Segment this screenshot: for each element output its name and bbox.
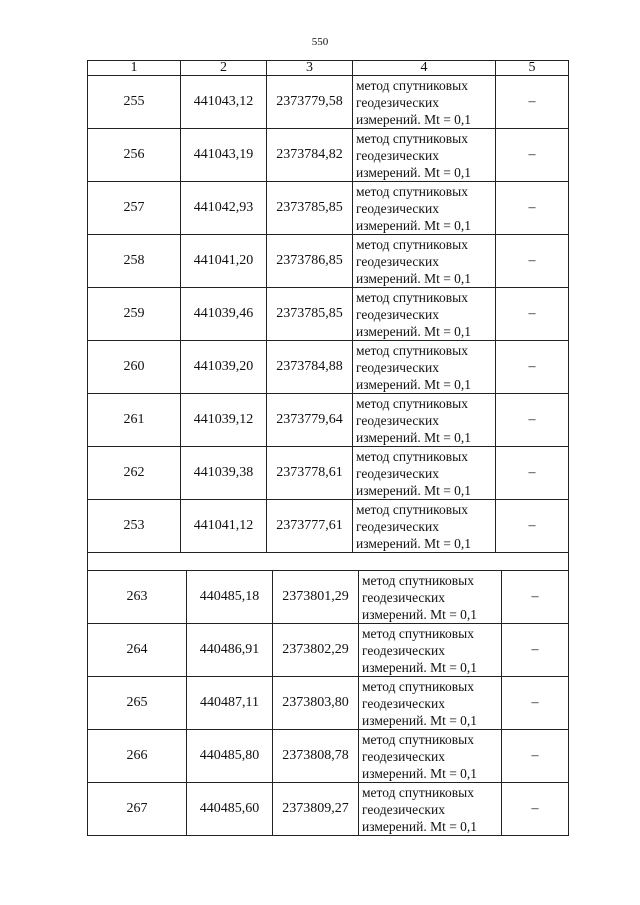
y-coordinate-cell: 2373779,64 — [267, 394, 353, 447]
y-coordinate-cell: 2373779,58 — [267, 76, 353, 129]
method-cell: метод спутниковых геодезических измерений. Mt = 0,1 — [359, 624, 502, 677]
method-cell: метод спутниковых геодезических измерений. Mt = 0,1 — [353, 394, 496, 447]
table-row — [88, 182, 569, 235]
point-number-cell: 260 — [88, 341, 181, 394]
x-coordinate-cell: 440486,91 — [187, 624, 273, 677]
method-cell: метод спутниковых геодезических измерений. Mt = 0,1 — [353, 182, 496, 235]
point-number-cell: 255 — [88, 76, 181, 129]
point-number-cell: 261 — [88, 394, 181, 447]
x-coordinate-cell: 441042,93 — [181, 182, 267, 235]
method-cell: метод спутниковых геодезических измерений. Mt = 0,1 — [359, 677, 502, 730]
x-coordinate-cell: 440487,11 — [187, 677, 273, 730]
y-coordinate-cell: 2373808,78 — [273, 730, 359, 783]
note-cell: – — [502, 677, 569, 730]
point-number-cell: 253 — [88, 500, 181, 553]
coordinates-table — [87, 60, 569, 553]
x-coordinate-cell: 441043,19 — [181, 129, 267, 182]
note-cell: – — [496, 341, 569, 394]
y-coordinate-cell: 2373802,29 — [273, 624, 359, 677]
point-number-cell: 267 — [88, 783, 187, 836]
x-coordinate-cell: 441041,12 — [181, 500, 267, 553]
method-cell: метод спутниковых геодезических измерений. Mt = 0,1 — [353, 235, 496, 288]
point-number-cell: 256 — [88, 129, 181, 182]
method-cell: метод спутниковых геодезических измерений. Mt = 0,1 — [353, 447, 496, 500]
x-coordinate-cell: 441043,12 — [181, 76, 267, 129]
table-row — [88, 783, 569, 836]
table-row — [88, 677, 569, 730]
table-row — [88, 500, 569, 553]
note-cell: – — [496, 235, 569, 288]
note-cell: – — [502, 783, 569, 836]
method-cell: метод спутниковых геодезических измерений. Mt = 0,1 — [353, 288, 496, 341]
table-row — [88, 235, 569, 288]
x-coordinate-cell: 440485,80 — [187, 730, 273, 783]
x-coordinate-cell: 441039,12 — [181, 394, 267, 447]
y-coordinate-cell: 2373778,61 — [267, 447, 353, 500]
x-coordinate-cell: 441039,46 — [181, 288, 267, 341]
column-header: 2 — [181, 61, 267, 76]
coordinates-table-continued — [87, 570, 569, 836]
page-number: 550 — [311, 36, 329, 48]
point-number-cell: 263 — [88, 571, 187, 624]
note-cell: – — [502, 730, 569, 783]
table-row — [88, 447, 569, 500]
point-number-cell: 264 — [88, 624, 187, 677]
x-coordinate-cell: 441041,20 — [181, 235, 267, 288]
table-row — [88, 394, 569, 447]
x-coordinate-cell: 441039,20 — [181, 341, 267, 394]
column-header: 5 — [496, 61, 569, 76]
note-cell: – — [496, 394, 569, 447]
method-cell: метод спутниковых геодезических измерений. Mt = 0,1 — [353, 76, 496, 129]
note-cell: – — [496, 500, 569, 553]
column-header: 3 — [267, 61, 353, 76]
x-coordinate-cell: 440485,60 — [187, 783, 273, 836]
y-coordinate-cell: 2373777,61 — [267, 500, 353, 553]
group-separator — [87, 551, 569, 571]
y-coordinate-cell: 2373785,85 — [267, 182, 353, 235]
point-number-cell: 259 — [88, 288, 181, 341]
note-cell: – — [496, 182, 569, 235]
table-row — [88, 76, 569, 129]
note-cell: – — [502, 571, 569, 624]
table-row — [88, 129, 569, 182]
table-row — [88, 288, 569, 341]
note-cell: – — [496, 76, 569, 129]
point-number-cell: 262 — [88, 447, 181, 500]
table-row — [88, 730, 569, 783]
y-coordinate-cell: 2373784,82 — [267, 129, 353, 182]
table-row — [88, 571, 569, 624]
method-cell: метод спутниковых геодезических измерений. Mt = 0,1 — [353, 129, 496, 182]
y-coordinate-cell: 2373786,85 — [267, 235, 353, 288]
note-cell: – — [496, 129, 569, 182]
note-cell: – — [496, 288, 569, 341]
y-coordinate-cell: 2373784,88 — [267, 341, 353, 394]
x-coordinate-cell: 441039,38 — [181, 447, 267, 500]
method-cell: метод спутниковых геодезических измерений. Mt = 0,1 — [359, 783, 502, 836]
method-cell: метод спутниковых геодезических измерений. Mt = 0,1 — [353, 500, 496, 553]
y-coordinate-cell: 2373803,80 — [273, 677, 359, 730]
note-cell: – — [496, 447, 569, 500]
method-cell: метод спутниковых геодезических измерений. Mt = 0,1 — [353, 341, 496, 394]
column-header: 4 — [353, 61, 496, 76]
note-cell: – — [502, 624, 569, 677]
column-header: 1 — [88, 61, 181, 76]
table-row — [88, 341, 569, 394]
table-header-row — [88, 61, 569, 76]
y-coordinate-cell: 2373785,85 — [267, 288, 353, 341]
y-coordinate-cell: 2373801,29 — [273, 571, 359, 624]
point-number-cell: 257 — [88, 182, 181, 235]
y-coordinate-cell: 2373809,27 — [273, 783, 359, 836]
x-coordinate-cell: 440485,18 — [187, 571, 273, 624]
table-row — [88, 624, 569, 677]
point-number-cell: 265 — [88, 677, 187, 730]
method-cell: метод спутниковых геодезических измерений. Mt = 0,1 — [359, 730, 502, 783]
method-cell: метод спутниковых геодезических измерений. Mt = 0,1 — [359, 571, 502, 624]
point-number-cell: 266 — [88, 730, 187, 783]
point-number-cell: 258 — [88, 235, 181, 288]
